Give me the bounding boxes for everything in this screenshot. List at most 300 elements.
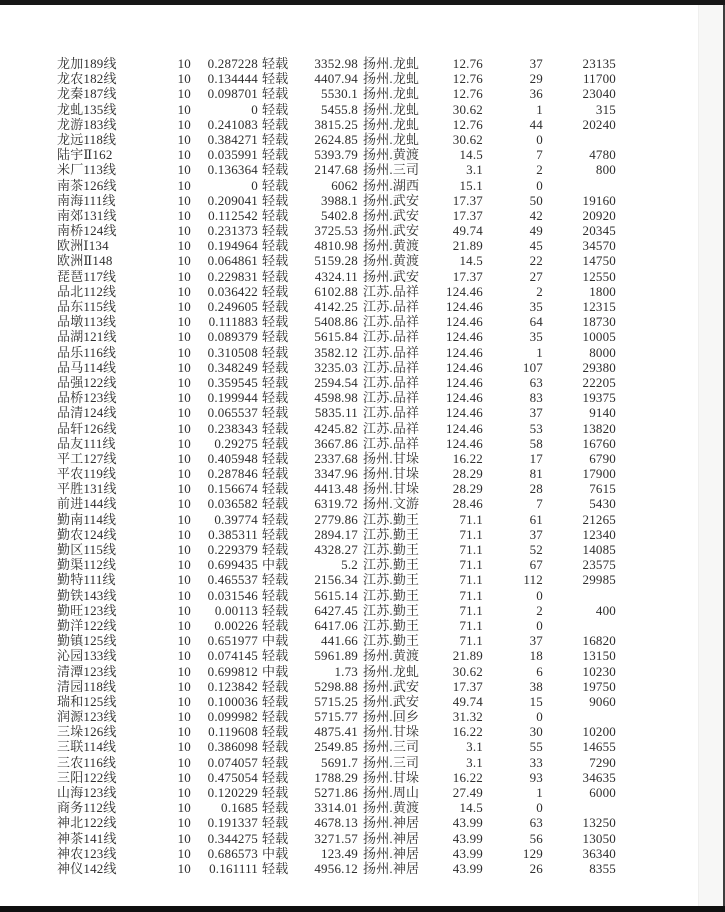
cell-voltage-kv: 10 xyxy=(177,845,191,861)
cell-station: 扬州.黄渡 xyxy=(363,800,420,816)
cell-line-name: 品桥123线 xyxy=(57,390,117,406)
cell-load-level: 轻载 xyxy=(262,420,289,436)
cell-line-name: 南桥124线 xyxy=(57,223,117,239)
scrollbar-track[interactable] xyxy=(698,5,725,906)
cell-count: 30 xyxy=(529,724,543,740)
cell-value-a: 3582.12 xyxy=(314,344,358,360)
cell-station: 江苏.品祥 xyxy=(363,374,420,390)
cell-station: 扬州.三司 xyxy=(363,739,420,755)
cell-station: 扬州.黄渡 xyxy=(363,648,420,664)
cell-load-level: 轻载 xyxy=(262,542,289,557)
cell-station: 扬州.周山 xyxy=(363,785,420,800)
cell-station: 江苏.勤王 xyxy=(363,526,420,542)
cell-load-level: 轻载 xyxy=(262,496,289,512)
cell-count: 49 xyxy=(529,223,543,239)
cell-value-a: 2594.54 xyxy=(314,374,358,390)
cell-value-c: 7615 xyxy=(589,481,616,497)
cell-value-b: 71.1 xyxy=(459,633,483,649)
cell-voltage-kv: 10 xyxy=(177,785,191,800)
cell-value-a: 4875.41 xyxy=(314,724,358,740)
cell-voltage-kv: 10 xyxy=(177,177,191,193)
cell-station: 扬州.龙虬 xyxy=(363,71,420,87)
cell-value-a: 1.73 xyxy=(334,663,358,679)
cell-voltage-kv: 10 xyxy=(177,86,191,102)
table-row xyxy=(57,147,619,162)
cell-value-b: 124.46 xyxy=(446,420,483,436)
cell-station: 江苏.品祥 xyxy=(363,283,420,299)
cell-value-b: 12.76 xyxy=(452,116,483,132)
cell-station: 江苏.品祥 xyxy=(363,359,420,375)
cell-load-level: 中载 xyxy=(262,845,289,861)
cell-load-ratio: 0.074057 xyxy=(207,754,258,770)
cell-value-c xyxy=(543,588,616,603)
cell-line-name: 龙秦187线 xyxy=(57,86,117,102)
cell-line-name: 商务112线 xyxy=(57,800,117,816)
cell-voltage-kv: 10 xyxy=(177,329,191,345)
cell-count: 27 xyxy=(529,268,543,284)
cell-value-c: 11700 xyxy=(582,71,616,87)
cell-load-ratio: 0.035991 xyxy=(207,147,258,163)
cell-voltage-kv: 10 xyxy=(177,648,191,664)
cell-value-a: 4598.98 xyxy=(314,390,358,406)
cell-voltage-kv: 10 xyxy=(177,860,191,876)
cell-load-ratio: 0.384271 xyxy=(207,131,258,147)
cell-load-ratio: 0.348249 xyxy=(207,359,258,375)
table-row xyxy=(57,603,619,618)
cell-voltage-kv: 10 xyxy=(177,617,191,633)
table-row xyxy=(57,618,619,633)
cell-value-b: 71.1 xyxy=(459,587,483,603)
cell-value-b: 124.46 xyxy=(446,390,483,406)
table-row xyxy=(57,193,619,208)
cell-load-ratio: 0.112542 xyxy=(208,207,258,223)
table-row xyxy=(57,71,619,86)
cell-value-a: 5.2 xyxy=(341,557,358,573)
cell-count: 2 xyxy=(536,602,543,618)
cell-value-c: 5430 xyxy=(589,496,616,512)
cell-count: 45 xyxy=(529,238,543,254)
cell-station: 江苏.品祥 xyxy=(363,420,420,436)
cell-value-c: 4780 xyxy=(589,147,616,163)
cell-load-level: 轻载 xyxy=(262,769,289,785)
cell-count: 112 xyxy=(523,572,543,588)
table-row xyxy=(57,102,619,117)
cell-count: 37 xyxy=(529,405,543,421)
cell-count: 1 xyxy=(536,344,543,360)
cell-station: 江苏.品祥 xyxy=(363,329,420,345)
cell-value-b: 43.99 xyxy=(452,830,483,846)
cell-load-level: 轻载 xyxy=(262,739,289,755)
cell-line-name: 平胜131线 xyxy=(57,481,117,497)
cell-load-level: 轻载 xyxy=(262,466,289,482)
cell-load-level: 轻载 xyxy=(262,678,289,694)
cell-voltage-kv: 10 xyxy=(177,542,191,557)
cell-value-c: 1800 xyxy=(589,283,616,299)
cell-line-name: 清潭123线 xyxy=(57,663,117,679)
cell-count: 2 xyxy=(536,283,543,299)
cell-value-a: 5408.86 xyxy=(314,314,358,330)
cell-value-c xyxy=(543,800,616,815)
cell-value-b: 28.29 xyxy=(452,481,483,497)
cell-voltage-kv: 10 xyxy=(177,693,191,709)
cell-value-c: 29985 xyxy=(582,572,616,588)
cell-line-name: 陆宇Ⅱ162 xyxy=(57,147,113,163)
cell-value-b: 15.1 xyxy=(459,177,483,193)
cell-load-level: 轻载 xyxy=(262,693,289,709)
cell-value-b: 14.5 xyxy=(459,800,483,816)
cell-line-name: 清园118线 xyxy=(57,678,117,694)
cell-value-c: 14655 xyxy=(582,739,616,755)
cell-count: 52 xyxy=(529,542,543,557)
cell-line-name: 平工127线 xyxy=(57,450,117,466)
cell-station: 扬州.武安 xyxy=(363,268,420,284)
cell-load-level: 轻载 xyxy=(262,860,289,876)
cell-value-b: 12.76 xyxy=(452,56,483,71)
cell-value-a: 3667.86 xyxy=(314,435,358,451)
cell-load-level: 轻载 xyxy=(262,253,289,269)
cell-count: 93 xyxy=(529,769,543,785)
cell-value-b: 124.46 xyxy=(446,299,483,314)
cell-line-name: 品马114线 xyxy=(57,359,117,375)
table-row xyxy=(57,496,619,511)
cell-value-b: 27.49 xyxy=(452,785,483,800)
table-row xyxy=(57,162,619,177)
cell-station: 扬州.神居 xyxy=(363,845,420,861)
cell-line-name: 三联114线 xyxy=(57,739,117,755)
cell-line-name: 沁园133线 xyxy=(57,648,117,664)
cell-line-name: 润源123线 xyxy=(57,709,117,725)
cell-value-a: 5715.77 xyxy=(314,709,358,725)
cell-voltage-kv: 10 xyxy=(177,374,191,390)
cell-value-c: 18730 xyxy=(582,314,616,330)
cell-line-name: 南海111线 xyxy=(57,192,116,208)
cell-load-level: 轻载 xyxy=(262,344,289,360)
cell-value-c xyxy=(543,709,616,724)
cell-load-level: 轻载 xyxy=(262,390,289,406)
table-row xyxy=(57,56,619,71)
table-row xyxy=(57,572,619,587)
cell-count: 50 xyxy=(529,192,543,208)
cell-load-level: 中载 xyxy=(262,557,289,573)
cell-station: 扬州.武安 xyxy=(363,693,420,709)
cell-voltage-kv: 10 xyxy=(177,557,191,573)
cell-line-name: 欧洲Ⅱ148 xyxy=(57,253,113,269)
cell-value-a: 3725.53 xyxy=(314,223,358,239)
cell-value-b: 3.1 xyxy=(466,754,483,770)
cell-line-name: 琵琶117线 xyxy=(57,268,117,284)
cell-station: 江苏.勤王 xyxy=(363,602,420,618)
table-row xyxy=(57,694,619,709)
cell-load-level: 轻载 xyxy=(262,162,289,178)
cell-value-a: 5835.11 xyxy=(314,405,358,421)
cell-line-name: 勤洋122线 xyxy=(57,617,117,633)
table-row xyxy=(57,299,619,314)
cell-line-name: 龙游183线 xyxy=(57,116,117,132)
cell-station: 江苏.勤王 xyxy=(363,617,420,633)
table-row xyxy=(57,724,619,739)
cell-station: 扬州.黄渡 xyxy=(363,238,420,254)
cell-count: 28 xyxy=(529,481,543,497)
cell-load-ratio: 0.238343 xyxy=(207,420,258,436)
cell-value-b: 71.1 xyxy=(459,602,483,618)
cell-value-c: 9060 xyxy=(589,693,616,709)
cell-value-a: 3988.1 xyxy=(321,192,358,208)
cell-station: 江苏.品祥 xyxy=(363,435,420,451)
cell-load-level: 轻载 xyxy=(262,754,289,770)
cell-voltage-kv: 10 xyxy=(177,344,191,360)
cell-value-c: 12315 xyxy=(582,299,616,314)
cell-count: 0 xyxy=(536,709,543,725)
cell-station: 江苏.勤王 xyxy=(363,633,420,649)
cell-load-ratio: 0.099982 xyxy=(207,709,258,725)
cell-value-c xyxy=(543,178,616,193)
cell-value-a: 4678.13 xyxy=(314,815,358,831)
cell-voltage-kv: 10 xyxy=(177,830,191,846)
cell-value-c: 16760 xyxy=(582,435,616,451)
table-row xyxy=(57,405,619,420)
cell-value-a: 5615.84 xyxy=(314,329,358,345)
cell-station: 扬州.龙虬 xyxy=(363,86,420,102)
cell-station: 江苏.品祥 xyxy=(363,314,420,330)
cell-load-ratio: 0 xyxy=(251,101,258,117)
cell-load-level: 轻载 xyxy=(262,177,289,193)
cell-voltage-kv: 10 xyxy=(177,526,191,542)
cell-value-b: 71.1 xyxy=(459,511,483,527)
cell-count: 81 xyxy=(529,466,543,482)
cell-line-name: 品清124线 xyxy=(57,405,117,421)
cell-count: 37 xyxy=(529,56,543,71)
cell-value-c: 20920 xyxy=(582,207,616,223)
cell-value-c: 12550 xyxy=(582,268,616,284)
cell-value-b: 17.37 xyxy=(452,678,483,694)
cell-station: 扬州.龙虬 xyxy=(363,56,420,71)
cell-voltage-kv: 10 xyxy=(177,450,191,466)
table-row xyxy=(57,512,619,527)
cell-voltage-kv: 10 xyxy=(177,299,191,314)
cell-value-b: 31.32 xyxy=(452,709,483,725)
cell-voltage-kv: 10 xyxy=(177,359,191,375)
cell-load-ratio: 0.29275 xyxy=(214,435,258,451)
cell-station: 江苏.品祥 xyxy=(363,405,420,421)
cell-value-a: 4413.48 xyxy=(314,481,358,497)
cell-value-b: 17.37 xyxy=(452,207,483,223)
cell-load-ratio: 0.229831 xyxy=(207,268,258,284)
table-row xyxy=(57,664,619,679)
cell-count: 0 xyxy=(536,800,543,816)
cell-load-ratio: 0.123842 xyxy=(207,678,258,694)
cell-load-level: 轻载 xyxy=(262,329,289,345)
cell-voltage-kv: 10 xyxy=(177,496,191,512)
cell-value-a: 3314.01 xyxy=(314,800,358,816)
cell-value-b: 71.1 xyxy=(459,526,483,542)
cell-value-b: 16.22 xyxy=(452,450,483,466)
cell-station: 扬州.甘垛 xyxy=(363,724,420,740)
cell-load-level: 轻载 xyxy=(262,314,289,330)
cell-value-b: 49.74 xyxy=(452,223,483,239)
cell-value-a: 123.49 xyxy=(321,845,358,861)
cell-value-b: 124.46 xyxy=(446,374,483,390)
table-row xyxy=(57,421,619,436)
cell-value-a: 6102.88 xyxy=(314,283,358,299)
cell-value-c: 315 xyxy=(595,101,616,117)
cell-load-ratio: 0 xyxy=(251,177,258,193)
cell-voltage-kv: 10 xyxy=(177,815,191,831)
cell-count: 56 xyxy=(529,830,543,846)
cell-load-ratio: 0.199944 xyxy=(207,390,258,406)
cell-load-ratio: 0.036422 xyxy=(207,283,258,299)
cell-value-b: 17.37 xyxy=(452,268,483,284)
table-row xyxy=(57,527,619,542)
cell-value-c: 23135 xyxy=(582,56,616,71)
table-row xyxy=(57,178,619,193)
cell-value-c: 23040 xyxy=(582,86,616,102)
cell-station: 江苏.勤王 xyxy=(363,542,420,557)
cell-voltage-kv: 10 xyxy=(177,800,191,816)
cell-value-a: 441.66 xyxy=(321,633,358,649)
cell-value-b: 12.76 xyxy=(452,86,483,102)
cell-load-level: 轻载 xyxy=(262,800,289,816)
table-row xyxy=(57,329,619,344)
cell-count: 129 xyxy=(522,845,543,861)
window-bottom-border xyxy=(0,906,725,912)
cell-value-c: 22205 xyxy=(582,374,616,390)
window-top-border xyxy=(0,0,725,5)
cell-value-c: 20345 xyxy=(582,223,616,239)
cell-line-name: 勤农124线 xyxy=(57,526,117,542)
cell-station: 扬州.黄渡 xyxy=(363,253,420,269)
cell-load-level: 轻载 xyxy=(262,815,289,831)
cell-value-b: 71.1 xyxy=(459,617,483,633)
cell-value-b: 43.99 xyxy=(452,860,483,876)
cell-count: 61 xyxy=(529,511,543,527)
cell-line-name: 瑞和125线 xyxy=(57,693,117,709)
table-row xyxy=(57,314,619,329)
cell-station: 扬州.龙虬 xyxy=(363,131,420,147)
cell-count: 42 xyxy=(529,207,543,223)
cell-load-ratio: 0.100036 xyxy=(207,693,258,709)
cell-load-ratio: 0.287846 xyxy=(207,466,258,482)
cell-value-a: 5298.88 xyxy=(314,678,358,694)
cell-load-level: 轻载 xyxy=(262,268,289,284)
cell-value-a: 4407.94 xyxy=(314,71,358,87)
cell-station: 扬州.甘垛 xyxy=(363,466,420,482)
cell-voltage-kv: 10 xyxy=(177,268,191,284)
cell-value-a: 6062 xyxy=(331,177,358,193)
cell-value-c: 10230 xyxy=(582,663,616,679)
cell-line-name: 品东115线 xyxy=(57,299,117,314)
cell-load-ratio: 0.136364 xyxy=(207,162,258,178)
table-row xyxy=(57,253,619,268)
cell-value-c: 12340 xyxy=(582,526,616,542)
cell-line-name: 龙加189线 xyxy=(57,56,117,71)
cell-line-name: 品湖121线 xyxy=(57,329,117,345)
cell-voltage-kv: 10 xyxy=(177,663,191,679)
cell-station: 扬州.三司 xyxy=(363,162,420,178)
cell-line-name: 三阳122线 xyxy=(57,769,117,785)
cell-load-ratio: 0.651977 xyxy=(207,633,258,649)
cell-count: 1 xyxy=(536,785,543,800)
cell-value-c: 34570 xyxy=(582,238,616,254)
cell-station: 扬州.武安 xyxy=(363,192,420,208)
cell-line-name: 品墩113线 xyxy=(57,314,117,330)
cell-value-a: 2549.85 xyxy=(314,739,358,755)
cell-station: 扬州.龙虬 xyxy=(363,116,420,132)
cell-value-c: 16820 xyxy=(582,633,616,649)
cell-count: 0 xyxy=(536,617,543,633)
cell-value-a: 5615.14 xyxy=(314,587,358,603)
cell-station: 扬州.甘垛 xyxy=(363,769,420,785)
cell-voltage-kv: 10 xyxy=(177,405,191,421)
table-row xyxy=(57,436,619,451)
cell-station: 扬州.甘垛 xyxy=(363,481,420,497)
cell-load-level: 轻载 xyxy=(262,299,289,314)
table-row xyxy=(57,846,619,861)
cell-line-name: 龙虬135线 xyxy=(57,101,117,117)
cell-value-a: 3347.96 xyxy=(314,466,358,482)
cell-value-c: 13820 xyxy=(582,420,616,436)
cell-value-b: 21.89 xyxy=(452,648,483,664)
cell-voltage-kv: 10 xyxy=(177,511,191,527)
table-row xyxy=(57,588,619,603)
cell-value-c: 13050 xyxy=(582,830,616,846)
cell-value-b: 124.46 xyxy=(446,314,483,330)
cell-station: 扬州.黄渡 xyxy=(363,147,420,163)
cell-count: 36 xyxy=(529,86,543,102)
cell-station: 扬州.文游 xyxy=(363,496,420,512)
cell-load-ratio: 0.39774 xyxy=(214,511,258,527)
cell-load-ratio: 0.231373 xyxy=(207,223,258,239)
cell-value-a: 3815.25 xyxy=(314,116,358,132)
cell-line-name: 前进144线 xyxy=(57,496,117,512)
cell-value-a: 5402.8 xyxy=(321,207,358,223)
cell-station: 扬州.武安 xyxy=(363,223,420,239)
cell-load-level: 轻载 xyxy=(262,405,289,421)
cell-value-b: 71.1 xyxy=(459,557,483,573)
cell-count: 63 xyxy=(529,374,543,390)
cell-voltage-kv: 10 xyxy=(177,724,191,740)
cell-count: 2 xyxy=(536,162,543,178)
cell-value-b: 28.46 xyxy=(452,496,483,512)
cell-voltage-kv: 10 xyxy=(177,283,191,299)
cell-line-name: 品北112线 xyxy=(57,283,117,299)
cell-value-a: 4956.12 xyxy=(314,860,358,876)
cell-voltage-kv: 10 xyxy=(177,314,191,330)
cell-station: 扬州.武安 xyxy=(363,207,420,223)
cell-value-b: 124.46 xyxy=(446,435,483,451)
cell-value-a: 2779.86 xyxy=(314,511,358,527)
cell-value-b: 17.37 xyxy=(452,192,483,208)
cell-value-c: 10005 xyxy=(582,329,616,345)
cell-value-b: 3.1 xyxy=(466,162,483,178)
cell-line-name: 龙远118线 xyxy=(57,131,117,147)
cell-load-level: 轻载 xyxy=(262,572,289,588)
cell-value-b: 16.22 xyxy=(452,769,483,785)
cell-count: 55 xyxy=(529,739,543,755)
cell-voltage-kv: 10 xyxy=(177,587,191,603)
table-row xyxy=(57,800,619,815)
cell-load-level: 轻载 xyxy=(262,374,289,390)
cell-line-name: 勤特111线 xyxy=(57,572,116,588)
cell-value-b: 124.46 xyxy=(446,405,483,421)
cell-value-b: 30.62 xyxy=(452,131,483,147)
table-row xyxy=(57,451,619,466)
cell-count: 38 xyxy=(529,678,543,694)
table-row xyxy=(57,755,619,770)
cell-value-a: 4328.27 xyxy=(314,542,358,557)
cell-load-level: 轻载 xyxy=(262,238,289,254)
cell-load-level: 轻载 xyxy=(262,56,289,71)
cell-load-ratio: 0.120229 xyxy=(207,785,258,800)
